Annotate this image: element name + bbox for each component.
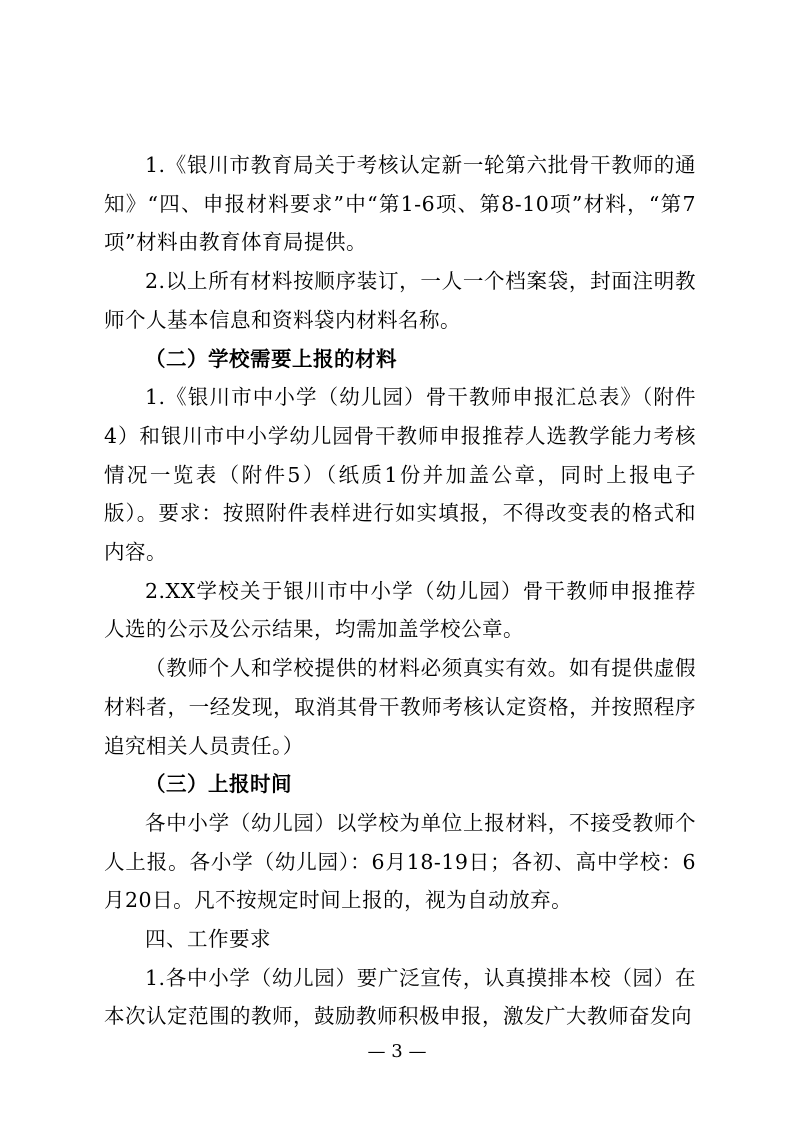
paragraph-submission-time: 各中小学（幼儿园）以学校为单位上报材料，不接受教师个人上报。各小学（幼儿园）：6月18-19日；各初、高中学校：6月20日。凡不按规定时间上报的，视为自动放弃。 <box>104 810 696 913</box>
paragraph-work-requirements-item-1: 1.各中小学（幼儿园）要广泛宣传，认真摸排本校（园）在本次认定范围的教师，鼓励教师积极申报，激发广大教师奋发向 <box>104 965 696 1029</box>
paragraph-authenticity-note: （教师个人和学校提供的材料必须真实有效。如有提供虚假材料者，一经发现，取消其骨干教师考核认定资格，并按照程序追究相关人员责任。） <box>104 656 696 758</box>
document-body <box>104 146 696 1036</box>
section-heading-submission-time: （三）上报时间 <box>145 772 292 797</box>
section-heading-work-requirements: 四、工作要求 <box>145 927 271 952</box>
section-heading-school-materials: （二）学校需要上报的材料 <box>145 346 397 371</box>
paragraph-school-materials-item-1: 1.《银川市中小学（幼儿园）骨干教师申报汇总表》（附件4）和银川市中小学幼儿园骨干教师申报推荐人选教学能力考核情况一览表（附件5）（纸质1份并加盖公章，同时上报电子版）。要求：按照附件表样进行如实填报，不得改变表的格式和内容。 <box>104 385 696 565</box>
page-number: — 3 — <box>367 1041 427 1062</box>
paragraph-materials-item-2: 2.以上所有材料按顺序装订，一人一个档案袋，封面注明教师个人基本信息和资料袋内材料名称。 <box>104 269 696 332</box>
paragraph-materials-item-1: 1.《银川市教育局关于考核认定新一轮第六批骨干教师的通知》“四、申报材料要求”中“第1-6项、第8-10项”材料，“第7项”材料由教育体育局提供。 <box>104 153 696 255</box>
paragraph-school-materials-item-2: 2.XX学校关于银川市中小学（幼儿园）骨干教师申报推荐人选的公示及公示结果，均需加盖学校公章。 <box>104 578 696 642</box>
